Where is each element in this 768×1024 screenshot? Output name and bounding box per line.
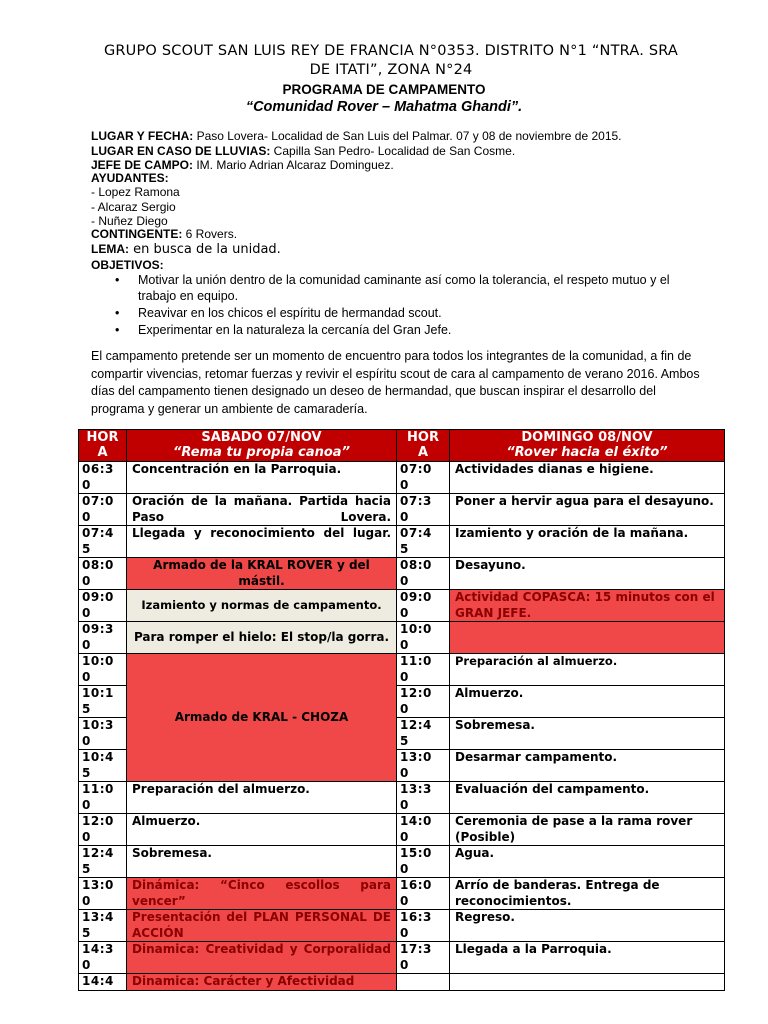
info-lluvias <box>91 144 515 158</box>
sun-time: 12:0 0 <box>397 686 450 718</box>
table-row <box>79 494 725 526</box>
sun-activity: Ceremonia de pase a la rama rover (Posible) <box>450 814 725 846</box>
info-contingente-label: CONTINGENTE: <box>91 227 183 241</box>
sun-activity: Actividades dianas e higiene. <box>450 462 725 494</box>
info-contingente-value: 6 Rovers. <box>182 227 238 241</box>
sun-activity: Desayuno. <box>450 558 725 590</box>
sun-time: 11:0 0 <box>397 654 450 686</box>
sat-activity: Izamiento y normas de campamento. <box>127 590 397 622</box>
ayudante-1: - Lopez Ramona <box>91 185 180 199</box>
sat-activity: Dinamica: Creatividad y Corporalidad <box>127 942 397 974</box>
program-title: PROGRAMA DE CAMPAMENTO <box>282 82 486 97</box>
sat-time: 07:4 5 <box>79 526 127 558</box>
sun-time: 07:3 0 <box>397 494 450 526</box>
sat-activity: Almuerzo. <box>127 814 397 846</box>
sun-activity: Regreso. <box>450 910 725 942</box>
objective-item: • Motivar la unión dentro de la comunidad caminante así como la tolerancia, el respeto mutuo y el trabajo en equipo. <box>115 273 670 303</box>
sun-activity <box>450 622 725 654</box>
table-row <box>79 558 725 590</box>
sun-time: 10:0 0 <box>397 622 450 654</box>
group-header-line-1: GRUPO SCOUT SAN LUIS REY DE FRANCIA N°0353. DISTRITO N°1 “NTRA. SRA <box>103 43 679 59</box>
bullet-icon: • <box>115 306 120 320</box>
objective-item: • Experimentar en la naturaleza la cercanía del Gran Jefe. <box>115 323 452 337</box>
sat-activity: Dinamica: Carácter y Afectividad <box>127 974 397 991</box>
sun-time: 15:0 0 <box>397 846 450 878</box>
sat-activity: Preparación del almuerzo. <box>127 782 397 814</box>
sat-activity: Para romper el hielo: El stop/la gorra. <box>127 622 397 654</box>
sun-time: 13:0 0 <box>397 750 450 782</box>
info-lema-label: LEMA: <box>91 242 129 256</box>
sun-activity: Evaluación del campamento. <box>450 782 725 814</box>
sat-activity: Sobremesa. <box>127 846 397 878</box>
sat-time: 10:1 5 <box>79 686 127 718</box>
info-jefe <box>91 158 394 172</box>
info-lugar-label: LUGAR Y FECHA: <box>91 129 194 143</box>
sun-activity: Arrío de banderas. Entrega de reconocimientos. <box>450 878 725 910</box>
info-lema <box>91 242 281 257</box>
table-row <box>79 846 725 878</box>
sun-time: 14:0 0 <box>397 814 450 846</box>
sat-time: 12:0 0 <box>79 814 127 846</box>
sat-activity-kral-choza: Armado de KRAL - CHOZA <box>127 654 397 782</box>
info-contingente <box>91 227 237 241</box>
hora-header-sat: HOR A <box>79 430 127 462</box>
sun-activity: Sobremesa. <box>450 718 725 750</box>
info-lugar-value: Paso Lovera- Localidad de San Luis del Palmar. 07 y 08 de noviembre de 2015. <box>193 129 622 143</box>
sun-activity: Almuerzo. <box>450 686 725 718</box>
saturday-header: SABADO 07/NOV “Rema tu propia canoa” <box>127 430 397 462</box>
table-row <box>79 526 725 558</box>
sun-time: 16:0 0 <box>397 878 450 910</box>
program-subtitle: “Comunidad Rover – Mahatma Ghandi”. <box>245 99 523 115</box>
sun-time: 07:4 5 <box>397 526 450 558</box>
sat-time: 10:0 0 <box>79 654 127 686</box>
sun-time: 09:0 0 <box>397 590 450 622</box>
sat-time: 06:3 0 <box>79 462 127 494</box>
table-row <box>79 878 725 910</box>
info-lugar <box>91 129 622 143</box>
table-row <box>79 590 725 622</box>
table-row <box>79 654 725 686</box>
table-row <box>79 782 725 814</box>
ayudante-2: - Alcaraz Sergio <box>91 200 176 214</box>
hora-header-sun: HOR A <box>397 430 450 462</box>
sat-time: 08:0 0 <box>79 558 127 590</box>
schedule-table <box>78 429 725 991</box>
sat-time: 13:4 5 <box>79 910 127 942</box>
sun-activity: Desarmar campamento. <box>450 750 725 782</box>
group-header <box>96 42 686 80</box>
bullet-icon: • <box>115 323 120 337</box>
sat-activity: Armado de la KRAL ROVER y del mástil. <box>127 558 397 590</box>
sun-time <box>397 974 450 991</box>
sun-time: 16:3 0 <box>397 910 450 942</box>
info-lluvias-label: LUGAR EN CASO DE LLUVIAS: <box>91 144 271 158</box>
sat-activity: Oración de la mañana. Partida hacia Paso Lovera. <box>127 494 397 526</box>
sun-activity <box>450 974 725 991</box>
sat-time: 13:0 0 <box>79 878 127 910</box>
ayudante-3: - Nuñez Diego <box>91 214 168 228</box>
table-header-row <box>79 430 725 462</box>
intro-paragraph: El campamento pretende ser un momento de encuentro para todos los integrantes de la comunidad, a fin de compartir vivencias, retomar fuerzas y revivir el espíritu scout de cara al campamento de verano 2016. Ambos días del campamento tienen designado un deseo de hermandad, que buscan inspirar el desarrollo del programa y generar un ambiente de camaradería. <box>91 349 700 416</box>
objectives-list <box>91 272 711 339</box>
sat-activity: Presentación del PLAN PERSONAL DE ACCIÓN <box>127 910 397 942</box>
sat-time: 09:0 0 <box>79 590 127 622</box>
info-lluvias-value: Capilla San Pedro- Localidad de San Cosme. <box>270 144 516 158</box>
sun-time: 13:3 0 <box>397 782 450 814</box>
sat-time: 10:3 0 <box>79 718 127 750</box>
sun-time: 12:4 5 <box>397 718 450 750</box>
objective-item: • Reavivar en los chicos el espíritu de hermandad scout. <box>115 306 442 320</box>
sat-time: 07:0 0 <box>79 494 127 526</box>
sun-activity: Agua. <box>450 846 725 878</box>
info-lema-value: en busca de la unidad. <box>129 242 281 257</box>
info-objetivos-label: OBJETIVOS: <box>91 258 164 272</box>
table-row <box>79 814 725 846</box>
sat-time: 14:4 <box>79 974 127 991</box>
sun-time: 07:0 0 <box>397 462 450 494</box>
table-row <box>79 974 725 991</box>
table-row <box>79 622 725 654</box>
sat-time: 14:3 0 <box>79 942 127 974</box>
sun-activity: Llegada a la Parroquia. <box>450 942 725 974</box>
sun-activity: Izamiento y oración de la mañana. <box>450 526 725 558</box>
table-row <box>79 462 725 494</box>
table-row <box>79 910 725 942</box>
group-header-line-2: DE ITATI”, ZONA N°24 <box>309 62 473 78</box>
table-row <box>79 942 725 974</box>
sun-time: 17:3 0 <box>397 942 450 974</box>
info-jefe-label: JEFE DE CAMPO: <box>91 158 194 172</box>
sunday-header: DOMINGO 08/NOV “Rover hacia el éxito” <box>450 430 725 462</box>
sat-time: 12:4 5 <box>79 846 127 878</box>
sun-activity: Actividad COPASCA: 15 minutos con el GRAN JEFE. <box>450 590 725 622</box>
sun-time: 08:0 0 <box>397 558 450 590</box>
sun-activity: Preparación al almuerzo. <box>450 654 725 686</box>
sat-time: 11:0 0 <box>79 782 127 814</box>
bullet-icon: • <box>115 273 120 287</box>
sat-time: 09:3 0 <box>79 622 127 654</box>
sat-activity: Llegada y reconocimiento del lugar. <box>127 526 397 558</box>
info-ayudantes-label: AYUDANTES: <box>91 171 169 185</box>
sat-activity: Concentración en la Parroquia. <box>127 462 397 494</box>
sat-time: 10:4 5 <box>79 750 127 782</box>
info-jefe-value: IM. Mario Adrian Alcaraz Dominguez. <box>193 158 394 172</box>
sun-activity: Poner a hervir agua para el desayuno. <box>450 494 725 526</box>
sat-activity: Dinámica: “Cinco escollos para vencer” <box>127 878 397 910</box>
